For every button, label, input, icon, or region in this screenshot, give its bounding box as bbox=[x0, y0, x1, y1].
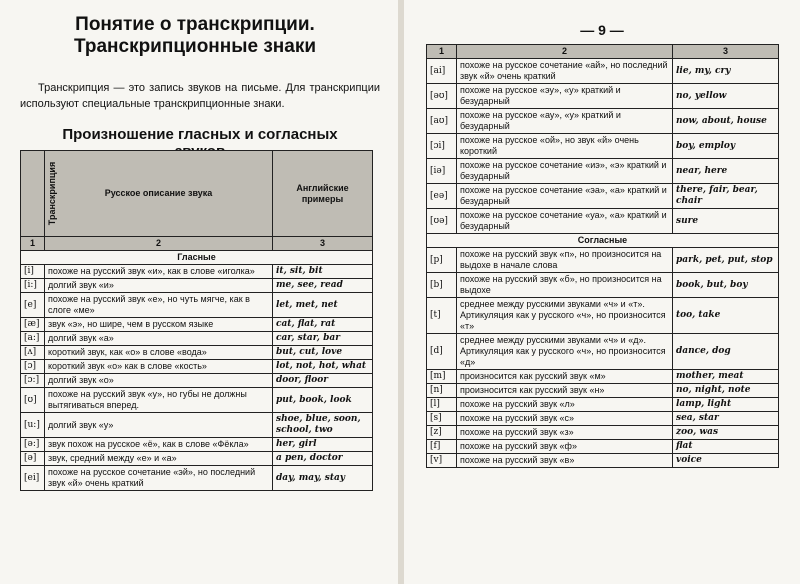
english-examples: voice bbox=[673, 454, 779, 468]
table-row bbox=[427, 334, 779, 370]
transcription-symbol: [u:] bbox=[21, 413, 45, 438]
transcription-symbol: [æ] bbox=[21, 318, 45, 332]
english-examples: near, here bbox=[673, 159, 779, 184]
transcription-symbol: [ʌ] bbox=[21, 346, 45, 360]
transcription-symbol: [iə] bbox=[427, 159, 457, 184]
right-table-consonants bbox=[427, 248, 779, 468]
sound-description: похоже на русский звук «у», но губы не должны вытягиваться вперед. bbox=[45, 388, 273, 413]
table-row bbox=[427, 454, 779, 468]
left-transcription-table bbox=[20, 150, 373, 491]
sound-description: похоже на русское сочетание «эй», но последний звук «й» очень краткий bbox=[45, 466, 273, 491]
column-number: 3 bbox=[273, 237, 373, 251]
sound-description: похоже на русское «ой», но звук «й» очень короткий bbox=[457, 134, 673, 159]
sound-description: среднее между русскими звуками «ч» и «д». Артикуляция как у русского «ч», но произносится «д» bbox=[457, 334, 673, 370]
sound-description: похоже на русское «ау», «у» краткий и безударный bbox=[457, 109, 673, 134]
english-examples: car, star, bar bbox=[273, 332, 373, 346]
sound-description: похоже на русский звук «ф» bbox=[457, 440, 673, 454]
english-examples: there, fair, bear, chair bbox=[673, 184, 779, 209]
column-numbers-row bbox=[21, 237, 373, 251]
english-examples: it, sit, bit bbox=[273, 265, 373, 279]
english-examples: no, night, note bbox=[673, 384, 779, 398]
table-row bbox=[21, 438, 373, 452]
table-row bbox=[21, 388, 373, 413]
english-examples: sure bbox=[673, 209, 779, 234]
english-examples: dance, dog bbox=[673, 334, 779, 370]
transcription-symbol: [d] bbox=[427, 334, 457, 370]
table-row bbox=[21, 360, 373, 374]
transcription-symbol: [e] bbox=[21, 293, 45, 318]
english-examples: a pen, doctor bbox=[273, 452, 373, 466]
transcription-symbol: [ɔ:] bbox=[21, 374, 45, 388]
table-row bbox=[427, 59, 779, 84]
column-number: 1 bbox=[427, 45, 457, 59]
table-row bbox=[21, 374, 373, 388]
title-line-2: Транскрипционные знаки bbox=[73, 36, 317, 57]
sound-description: долгий звук «а» bbox=[45, 332, 273, 346]
right-table-vowels bbox=[427, 59, 779, 234]
transcription-symbol: [ə:] bbox=[21, 438, 45, 452]
sound-description: звук похож на русское «ё», как в слове «Фёкла» bbox=[45, 438, 273, 452]
english-examples: book, but, boy bbox=[673, 273, 779, 298]
english-examples: no, yellow bbox=[673, 84, 779, 109]
table-row bbox=[427, 398, 779, 412]
english-examples: lot, not, hot, what bbox=[273, 360, 373, 374]
table-row bbox=[21, 466, 373, 491]
transcription-symbol: [m] bbox=[427, 370, 457, 384]
right-transcription-table bbox=[426, 44, 779, 468]
title-line-1: Понятие о транскрипции. bbox=[75, 14, 315, 35]
column-numbers-row bbox=[427, 45, 779, 59]
table-row bbox=[427, 273, 779, 298]
sound-description: похоже на русский звук «п», но произносится на выдохе в начале слова bbox=[457, 248, 673, 273]
table-row bbox=[427, 412, 779, 426]
page-title bbox=[70, 14, 320, 58]
column-number: 2 bbox=[457, 45, 673, 59]
sound-description: среднее между русскими звуками «ч» и «т». Артикуляция как у русского «ч», но произносится «т» bbox=[457, 298, 673, 334]
header-transcription: Транскрипция bbox=[21, 151, 45, 237]
transcription-symbol: [ai] bbox=[427, 59, 457, 84]
table-row bbox=[427, 440, 779, 454]
transcription-symbol: [s] bbox=[427, 412, 457, 426]
table-row bbox=[427, 298, 779, 334]
transcription-symbol: [l] bbox=[427, 398, 457, 412]
section-heading-consonants: Согласные bbox=[427, 234, 779, 248]
transcription-symbol: [i] bbox=[21, 265, 45, 279]
table-row bbox=[21, 293, 373, 318]
table-row bbox=[21, 452, 373, 466]
english-examples: shoe, blue, soon, school, two bbox=[273, 413, 373, 438]
sound-description: похоже на русское сочетание «ай», но последний звук «й» очень краткий bbox=[457, 59, 673, 84]
sound-description: похоже на русский звук «с» bbox=[457, 412, 673, 426]
sound-description: произносится как русский звук «м» bbox=[457, 370, 673, 384]
column-number: 2 bbox=[45, 237, 273, 251]
table-row bbox=[21, 413, 373, 438]
transcription-symbol: [f] bbox=[427, 440, 457, 454]
english-examples: park, pet, put, stop bbox=[673, 248, 779, 273]
table-row bbox=[427, 248, 779, 273]
sound-description: звук «э», но шире, чем в русском языке bbox=[45, 318, 273, 332]
transcription-symbol: [i:] bbox=[21, 279, 45, 293]
sound-description: короткий звук «о» как в слове «кость» bbox=[45, 360, 273, 374]
sound-description: произносится как русский звук «н» bbox=[457, 384, 673, 398]
transcription-symbol: [a:] bbox=[21, 332, 45, 346]
english-examples: now, about, house bbox=[673, 109, 779, 134]
table-row bbox=[427, 84, 779, 109]
table-row bbox=[427, 426, 779, 440]
sound-description: похоже на русское сочетание «иэ», «э» краткий и безударный bbox=[457, 159, 673, 184]
transcription-symbol: [ɔ] bbox=[21, 360, 45, 374]
transcription-symbol: [ə] bbox=[21, 452, 45, 466]
sound-description: короткий звук, как «о» в слове «вода» bbox=[45, 346, 273, 360]
table-row bbox=[21, 346, 373, 360]
table-row bbox=[21, 332, 373, 346]
english-examples: zoo, was bbox=[673, 426, 779, 440]
transcription-symbol: [ei] bbox=[21, 466, 45, 491]
table-row bbox=[427, 109, 779, 134]
sound-description: долгий звук «у» bbox=[45, 413, 273, 438]
intro-paragraph: Транскрипция — это запись звуков на письме. Для транскрипции используют специальные транскрипционные знаки. bbox=[20, 82, 380, 110]
english-examples: me, see, read bbox=[273, 279, 373, 293]
right-page bbox=[404, 0, 800, 584]
table-row bbox=[427, 159, 779, 184]
column-number: 1 bbox=[21, 237, 45, 251]
transcription-symbol: [aʊ] bbox=[427, 109, 457, 134]
transcription-symbol: [p] bbox=[427, 248, 457, 273]
sound-description: похоже на русский звук «в» bbox=[457, 454, 673, 468]
transcription-symbol: [ʊə] bbox=[427, 209, 457, 234]
english-examples: day, may, stay bbox=[273, 466, 373, 491]
english-examples: but, cut, love bbox=[273, 346, 373, 360]
table-row bbox=[427, 134, 779, 159]
transcription-symbol: [b] bbox=[427, 273, 457, 298]
english-examples: her, girl bbox=[273, 438, 373, 452]
sound-description: долгий звук «и» bbox=[45, 279, 273, 293]
transcription-symbol: [z] bbox=[427, 426, 457, 440]
sound-description: долгий звук «о» bbox=[45, 374, 273, 388]
sound-description: звук, средний между «е» и «а» bbox=[45, 452, 273, 466]
table-row bbox=[427, 209, 779, 234]
sound-description: похоже на русское «эу», «у» краткий и безударный bbox=[457, 84, 673, 109]
left-table-body bbox=[21, 265, 373, 491]
transcription-symbol: [t] bbox=[427, 298, 457, 334]
transcription-symbol: [eə] bbox=[427, 184, 457, 209]
table-row bbox=[427, 184, 779, 209]
table-row bbox=[21, 279, 373, 293]
transcription-symbol: [ɔi] bbox=[427, 134, 457, 159]
section-subtitle: Произношение гласных и согласных bbox=[62, 126, 338, 143]
english-examples: sea, star bbox=[673, 412, 779, 426]
english-examples: too, take bbox=[673, 298, 779, 334]
page-number: — 9 — bbox=[580, 22, 624, 38]
transcription-symbol: [ʊ] bbox=[21, 388, 45, 413]
english-examples: let, met, net bbox=[273, 293, 373, 318]
table-row bbox=[427, 370, 779, 384]
transcription-symbol: [əʊ] bbox=[427, 84, 457, 109]
english-examples: lamp, light bbox=[673, 398, 779, 412]
header-description: Русское описание звука bbox=[45, 151, 273, 237]
column-number: 3 bbox=[673, 45, 779, 59]
sound-description: похоже на русский звук «л» bbox=[457, 398, 673, 412]
english-examples: mother, meat bbox=[673, 370, 779, 384]
header-row bbox=[21, 151, 373, 237]
transcription-symbol: [v] bbox=[427, 454, 457, 468]
sound-description: похоже на русский звук «б», но произносится на выдохе bbox=[457, 273, 673, 298]
header-examples: Английские примеры bbox=[273, 151, 373, 237]
section-row bbox=[427, 234, 779, 248]
table-row bbox=[21, 318, 373, 332]
sound-description: похоже на русский звук «е», но чуть мягче, как в слоге «ме» bbox=[45, 293, 273, 318]
sound-description: похоже на русское сочетание «уа», «а» краткий и безударный bbox=[457, 209, 673, 234]
left-page bbox=[0, 0, 398, 584]
sound-description: похоже на русское сочетание «эа», «а» краткий и безударный bbox=[457, 184, 673, 209]
english-examples: cat, flat, rat bbox=[273, 318, 373, 332]
english-examples: flat bbox=[673, 440, 779, 454]
transcription-symbol: [n] bbox=[427, 384, 457, 398]
english-examples: boy, employ bbox=[673, 134, 779, 159]
english-examples: door, floor bbox=[273, 374, 373, 388]
sound-description: похоже на русский звук «з» bbox=[457, 426, 673, 440]
english-examples: lie, my, cry bbox=[673, 59, 779, 84]
table-row bbox=[21, 265, 373, 279]
table-row bbox=[427, 384, 779, 398]
section-heading-vowels: Гласные bbox=[21, 251, 373, 265]
english-examples: put, book, look bbox=[273, 388, 373, 413]
sound-description: похоже на русский звук «и», как в слове «иголка» bbox=[45, 265, 273, 279]
section-row bbox=[21, 251, 373, 265]
